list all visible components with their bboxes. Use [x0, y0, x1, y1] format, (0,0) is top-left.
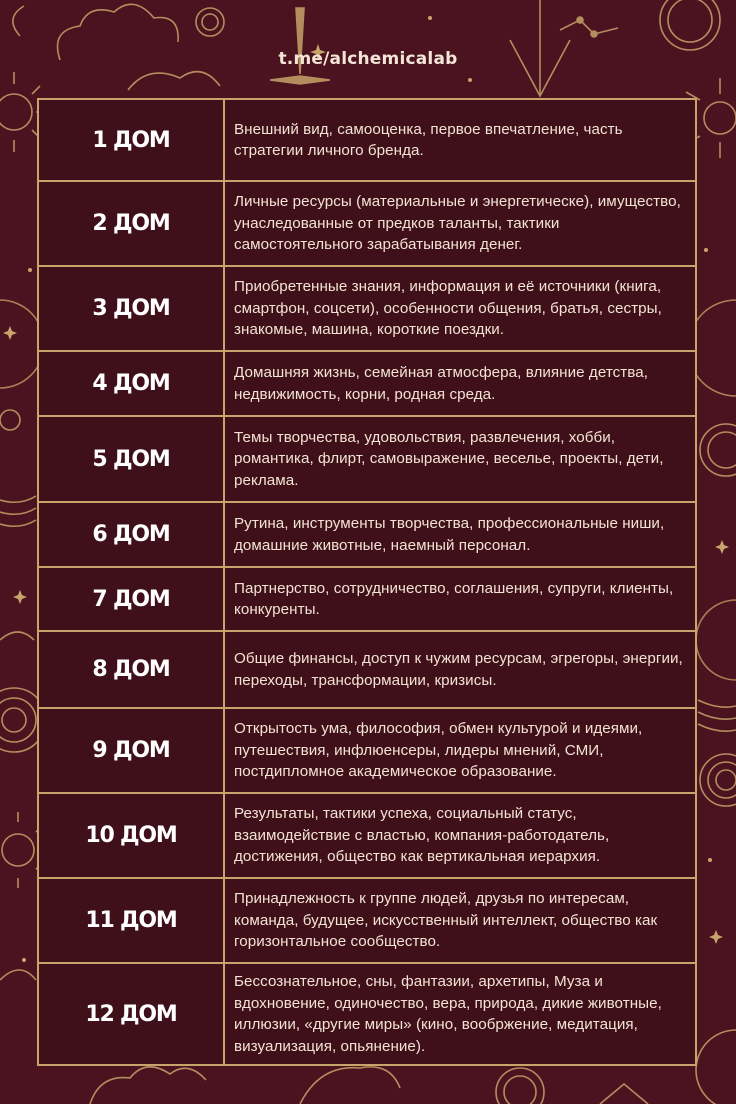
- table-row: [39, 180, 695, 265]
- table-row: [39, 501, 695, 566]
- house-name: 10 ДОМ: [39, 794, 225, 877]
- house-name: 6 ДОМ: [39, 503, 225, 566]
- house-name: 12 ДОМ: [39, 964, 225, 1064]
- table-row: [39, 962, 695, 1064]
- house-name: 2 ДОМ: [39, 182, 225, 265]
- channel-link[interactable]: t.me/alchemicalab: [278, 49, 458, 69]
- house-description: Результаты, тактики успеха, социальный статус, взаимодействие с властью, компания-работодатель, достижения, общество как вертикальная иерархия.: [234, 805, 610, 866]
- house-description: Общие финансы, доступ к чужим ресурсам, эгрегоры, энергии, переходы, трансформации, кризисы.: [234, 650, 683, 689]
- table-row: [39, 877, 695, 962]
- house-name: 7 ДОМ: [39, 568, 225, 630]
- table-row: [39, 566, 695, 630]
- table-row: [39, 630, 695, 707]
- table-row: [39, 707, 695, 792]
- house-description: Рутина, инструменты творчества, профессиональные ниши, домашние животные, наемный персонал.: [234, 515, 665, 554]
- table-row: [39, 415, 695, 501]
- house-name: 1 ДОМ: [39, 100, 225, 180]
- table-row: [39, 265, 695, 350]
- house-name: 3 ДОМ: [39, 267, 225, 350]
- house-description: Домашняя жизнь, семейная атмосфера, влияние детства, недвижимость, корни, родная среда.: [234, 364, 649, 403]
- house-description: Принадлежность к группе людей, друзья по интересам, команда, будущее, искусственный интеллект, общество как горизонтальное сообщество.: [234, 890, 658, 951]
- house-name: 5 ДОМ: [39, 417, 225, 501]
- table-row: [39, 350, 695, 415]
- house-description: Бессознательное, сны, фантазии, архетипы, Муза и вдохновение, одиночество, вера, природа, дикие животные, иллюзии, «другие миры» (кино, вообржение, медитация, визуализация, опьянение).: [234, 973, 662, 1055]
- house-name: 9 ДОМ: [39, 709, 225, 792]
- house-description: Партнерство, сотрудничество, соглашения, супруги, клиенты, конкуренты.: [234, 579, 674, 618]
- house-description: Темы творчества, удовольствия, развлечения, хобби, романтика, флирт, самовыражение, веселье, проекты, дети, реклама.: [234, 428, 664, 489]
- house-description: Личные ресурсы (материальные и энергетическе), имущество, унаследованные от предков таланты, тактики самостоятельного зарабатывания денег.: [234, 193, 681, 254]
- house-name: 4 ДОМ: [39, 352, 225, 415]
- house-description: Открытость ума, философия, обмен культурой и идеями, путешествия, инфлюенсеры, лидеры мнений, СМИ, постдипломное академическое образование.: [234, 720, 643, 781]
- house-description: Приобретенные знания, информация и её источники (книга, смартфон, соцсети), особенности общения, братья, сестры, знакомые, машина, короткие поездки.: [234, 278, 662, 339]
- house-description: Внешний вид, самооценка, первое впечатление, часть стратегии личного бренда.: [234, 120, 623, 159]
- table-row: [39, 100, 695, 180]
- house-name: 11 ДОМ: [39, 879, 225, 962]
- table-row: [39, 792, 695, 877]
- houses-table: [37, 98, 697, 1066]
- house-name: 8 ДОМ: [39, 632, 225, 707]
